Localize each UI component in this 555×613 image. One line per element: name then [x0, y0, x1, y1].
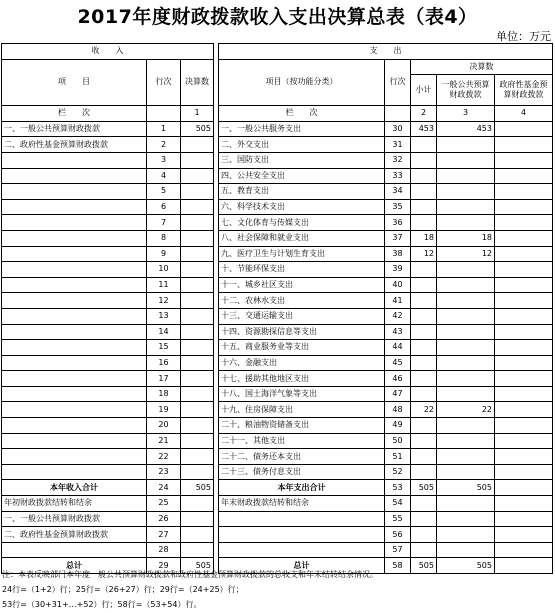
- cell-ln: 28: [147, 542, 181, 558]
- cell-li: 总计: [2, 558, 147, 574]
- table-row: [2, 449, 553, 465]
- cell-r2: [411, 340, 437, 356]
- cell-li: [2, 418, 147, 434]
- unit-label: 单位：万元: [496, 30, 551, 43]
- cell-r2: 505: [411, 558, 437, 574]
- cell-lv: [181, 433, 214, 449]
- cell-r3: [437, 527, 495, 543]
- cell-rn: 33: [385, 168, 411, 184]
- cell-r4: [495, 199, 553, 215]
- cell-lv: [181, 277, 214, 293]
- table-row: [2, 230, 553, 246]
- cell-r4: [495, 230, 553, 246]
- cell-r2: [411, 386, 437, 402]
- cell-ri: 四、公共安全支出: [219, 168, 385, 184]
- cell-ri: 十九、住房保障支出: [219, 402, 385, 418]
- table-row: [2, 496, 553, 512]
- cell-r4: [495, 184, 553, 200]
- cell-li: [2, 215, 147, 231]
- cell-lv: [181, 137, 214, 153]
- cell-r3: 22: [437, 402, 495, 418]
- table-row: [2, 121, 553, 137]
- cell-ri: 六、科学技术支出: [219, 199, 385, 215]
- lanci-right: 栏 次: [219, 106, 385, 122]
- cell-ri: 十七、援助其他地区支出: [219, 371, 385, 387]
- table-row: [2, 137, 553, 153]
- cell-rn: 53: [385, 480, 411, 496]
- cell-ri: 三、国防支出: [219, 152, 385, 168]
- cell-ri: 十三、交通运输支出: [219, 308, 385, 324]
- cell-r3: 18: [437, 230, 495, 246]
- cell-rn: 38: [385, 246, 411, 262]
- cell-r3: [437, 262, 495, 278]
- cell-r2: [411, 542, 437, 558]
- cell-lv: [181, 262, 214, 278]
- cell-ln: 25: [147, 496, 181, 512]
- cell-r4: [495, 355, 553, 371]
- cell-r4: [495, 152, 553, 168]
- cell-r3: [437, 215, 495, 231]
- cell-ln: 14: [147, 324, 181, 340]
- cell-lv: [181, 527, 214, 543]
- table-row: [2, 168, 553, 184]
- cell-r3: 12: [437, 246, 495, 262]
- cell-ri: 十四、资源勘探信息等支出: [219, 324, 385, 340]
- table-row: [2, 433, 553, 449]
- cell-r4: [495, 527, 553, 543]
- table-row: [2, 340, 553, 356]
- cell-r2: [411, 215, 437, 231]
- cell-rn: 51: [385, 449, 411, 465]
- cell-li: [2, 371, 147, 387]
- cell-r4: [495, 558, 553, 574]
- table-row: [2, 199, 553, 215]
- cell-rn: 49: [385, 418, 411, 434]
- lanci-left: 栏 次: [2, 106, 147, 122]
- cell-r2: [411, 277, 437, 293]
- table-row: [2, 542, 553, 558]
- cell-r3: [437, 433, 495, 449]
- col-line: 行次: [147, 59, 181, 106]
- table-row: [2, 480, 553, 496]
- cell-ri: 十八、国土海洋气象等支出: [219, 386, 385, 402]
- cell-ln: 17: [147, 371, 181, 387]
- cell-rn: 56: [385, 527, 411, 543]
- cell-lv: [181, 355, 214, 371]
- cell-li: 一、一般公共预算财政拨款: [2, 121, 147, 137]
- col-func-item: 项目（按功能分类）: [219, 59, 385, 106]
- cell-r2: 453: [411, 121, 437, 137]
- cell-r3: [437, 355, 495, 371]
- cell-rn: 48: [385, 402, 411, 418]
- cell-li: 本年收入合计: [2, 480, 147, 496]
- cell-lv: [181, 293, 214, 309]
- cell-ln: 4: [147, 168, 181, 184]
- cell-lv: [181, 511, 214, 527]
- cell-r2: [411, 137, 437, 153]
- table-row: [2, 511, 553, 527]
- cell-r3: [437, 324, 495, 340]
- cell-r4: [495, 449, 553, 465]
- cell-rn: 40: [385, 277, 411, 293]
- cell-rn: 32: [385, 152, 411, 168]
- cell-r2: [411, 168, 437, 184]
- cell-r4: [495, 542, 553, 558]
- cell-li: [2, 324, 147, 340]
- cell-lv: 505: [181, 121, 214, 137]
- cell-r3: [437, 449, 495, 465]
- cell-r3: [437, 137, 495, 153]
- cell-ln: 8: [147, 230, 181, 246]
- cell-r3: [437, 511, 495, 527]
- cell-r3: [437, 542, 495, 558]
- cell-r3: [437, 199, 495, 215]
- cell-ri: 八、社会保障和就业支出: [219, 230, 385, 246]
- cell-lv: [181, 402, 214, 418]
- table-row: [2, 277, 553, 293]
- cell-ri: 十二、农林水支出: [219, 293, 385, 309]
- cell-li: [2, 464, 147, 480]
- report-title: 2017年度财政拨款收入支出决算总表（表4）: [77, 6, 478, 28]
- cell-li: [2, 449, 147, 465]
- cell-r4: [495, 121, 553, 137]
- col-item: 项 目: [2, 59, 147, 106]
- cell-ln: 5: [147, 184, 181, 200]
- cell-rn: 58: [385, 558, 411, 574]
- lanci-c4: 4: [495, 106, 553, 122]
- cell-r3: [437, 168, 495, 184]
- table-row: [2, 184, 553, 200]
- cell-ln: 23: [147, 464, 181, 480]
- cell-li: [2, 542, 147, 558]
- cell-rn: 42: [385, 308, 411, 324]
- cell-lv: [181, 464, 214, 480]
- cell-r2: [411, 371, 437, 387]
- cell-rn: 54: [385, 496, 411, 512]
- col-line2: 行次: [385, 59, 411, 106]
- cell-r3: [437, 277, 495, 293]
- cell-rn: 44: [385, 340, 411, 356]
- cell-rn: 36: [385, 215, 411, 231]
- col-fund: 政府性基金预算财政拨款: [495, 75, 553, 106]
- cell-ln: 26: [147, 511, 181, 527]
- cell-rn: 41: [385, 293, 411, 309]
- cell-lv: [181, 215, 214, 231]
- cell-lv: [181, 230, 214, 246]
- cell-r4: [495, 215, 553, 231]
- cell-ri: 年末财政拨款结转和结余: [219, 496, 385, 512]
- cell-r3: [437, 496, 495, 512]
- cell-r2: [411, 433, 437, 449]
- cell-li: [2, 402, 147, 418]
- cell-r4: [495, 386, 553, 402]
- col-subtotal: 小计: [411, 75, 437, 106]
- cell-r2: [411, 324, 437, 340]
- cell-ri: 二十三、债务付息支出: [219, 464, 385, 480]
- cell-ln: 2: [147, 137, 181, 153]
- cell-lv: [181, 542, 214, 558]
- cell-r4: [495, 480, 553, 496]
- cell-r3: [437, 340, 495, 356]
- cell-ri: 七、文化体育与传媒支出: [219, 215, 385, 231]
- cell-ln: 29: [147, 558, 181, 574]
- cell-rn: 50: [385, 433, 411, 449]
- cell-r2: [411, 496, 437, 512]
- table-row: [2, 246, 553, 262]
- cell-r2: 505: [411, 480, 437, 496]
- cell-lv: [181, 199, 214, 215]
- cell-lv: [181, 246, 214, 262]
- cell-ln: 24: [147, 480, 181, 496]
- cell-ln: 3: [147, 152, 181, 168]
- cell-ln: 19: [147, 402, 181, 418]
- cell-li: [2, 277, 147, 293]
- cell-ln: 16: [147, 355, 181, 371]
- cell-r2: [411, 527, 437, 543]
- cell-lv: [181, 152, 214, 168]
- income-header: 收 入: [2, 44, 214, 60]
- cell-ri: 二、外交支出: [219, 137, 385, 153]
- cell-lv: [181, 184, 214, 200]
- cell-rn: 57: [385, 542, 411, 558]
- cell-li: [2, 386, 147, 402]
- cell-li: [2, 246, 147, 262]
- cell-r2: 22: [411, 402, 437, 418]
- cell-r3: [437, 152, 495, 168]
- cell-r2: [411, 464, 437, 480]
- cell-lv: [181, 340, 214, 356]
- cell-ln: 9: [147, 246, 181, 262]
- cell-r4: [495, 433, 553, 449]
- cell-li: [2, 230, 147, 246]
- col-budget: 决算数: [181, 59, 214, 106]
- cell-li: [2, 308, 147, 324]
- cell-rn: 46: [385, 371, 411, 387]
- cell-lv: [181, 168, 214, 184]
- table-row: [2, 152, 553, 168]
- cell-ri: 九、医疗卫生与计划生育支出: [219, 246, 385, 262]
- table-row: [2, 355, 553, 371]
- cell-ln: 22: [147, 449, 181, 465]
- cell-rn: 52: [385, 464, 411, 480]
- cell-r2: [411, 184, 437, 200]
- cell-ri: 一、一般公共服务支出: [219, 121, 385, 137]
- cell-r3: [437, 293, 495, 309]
- cell-ln: 27: [147, 527, 181, 543]
- cell-r4: [495, 324, 553, 340]
- cell-r4: [495, 137, 553, 153]
- cell-lv: 505: [181, 558, 214, 574]
- cell-ri: 二十一、其他支出: [219, 433, 385, 449]
- table-row: [2, 418, 553, 434]
- note-line: 注：本表反映部门本年度一般公共预算财政拨款和政府性基金预算财政拨款的总收支和年末结转结余情况。: [2, 570, 378, 579]
- table-row: [2, 527, 553, 543]
- cell-li: [2, 293, 147, 309]
- cell-li: 二、政府性基金预算财政拨款: [2, 527, 147, 543]
- cell-li: [2, 262, 147, 278]
- cell-li: [2, 433, 147, 449]
- cell-r4: [495, 168, 553, 184]
- cell-ln: 21: [147, 433, 181, 449]
- cell-r2: [411, 449, 437, 465]
- table-row: [2, 371, 553, 387]
- cell-r4: [495, 308, 553, 324]
- budget-table: [1, 43, 553, 574]
- cell-lv: [181, 308, 214, 324]
- cell-r3: 453: [437, 121, 495, 137]
- table-row: [2, 215, 553, 231]
- cell-ri: 十一、城乡社区支出: [219, 277, 385, 293]
- col-final: 决算数: [411, 59, 553, 75]
- cell-ln: 13: [147, 308, 181, 324]
- cell-ri: 二十、粮油物资储备支出: [219, 418, 385, 434]
- notes: [2, 567, 378, 612]
- cell-r4: [495, 402, 553, 418]
- cell-ri: 十五、商业服务业等支出: [219, 340, 385, 356]
- cell-rn: 31: [385, 137, 411, 153]
- cell-r3: [437, 184, 495, 200]
- cell-lv: [181, 324, 214, 340]
- cell-r4: [495, 293, 553, 309]
- cell-r3: 505: [437, 480, 495, 496]
- note-line: 53行=（30+31+…+52）行；58行=（53+54）行。: [2, 600, 202, 609]
- cell-ri: 十六、金融支出: [219, 355, 385, 371]
- cell-ln: 12: [147, 293, 181, 309]
- table-row: [2, 293, 553, 309]
- cell-r2: [411, 511, 437, 527]
- cell-li: [2, 199, 147, 215]
- cell-li: [2, 168, 147, 184]
- cell-li: [2, 152, 147, 168]
- cell-ri: 十、节能环保支出: [219, 262, 385, 278]
- cell-lv: [181, 371, 214, 387]
- cell-ln: 6: [147, 199, 181, 215]
- cell-li: 一、一般公共预算财政拨款: [2, 511, 147, 527]
- cell-r3: [437, 464, 495, 480]
- cell-ri: [219, 527, 385, 543]
- lanci-c2: 2: [411, 106, 437, 122]
- expense-header: 支 出: [219, 44, 553, 60]
- cell-rn: 35: [385, 199, 411, 215]
- cell-lv: [181, 449, 214, 465]
- table-row: [2, 386, 553, 402]
- cell-r4: [495, 246, 553, 262]
- cell-ri: [219, 511, 385, 527]
- cell-r4: [495, 464, 553, 480]
- cell-r4: [495, 262, 553, 278]
- cell-r4: [495, 511, 553, 527]
- col-general: 一般公共预算财政拨款: [437, 75, 495, 106]
- cell-rn: 34: [385, 184, 411, 200]
- cell-lv: [181, 496, 214, 512]
- cell-ri: [219, 542, 385, 558]
- cell-ln: 1: [147, 121, 181, 137]
- cell-li: 年初财政拨款结转和结余: [2, 496, 147, 512]
- cell-r3: 505: [437, 558, 495, 574]
- cell-ln: 11: [147, 277, 181, 293]
- cell-rn: 43: [385, 324, 411, 340]
- cell-ri: 本年支出合计: [219, 480, 385, 496]
- cell-li: 二、政府性基金预算财政拨款: [2, 137, 147, 153]
- cell-ln: 18: [147, 386, 181, 402]
- table-row: [2, 464, 553, 480]
- cell-r3: [437, 386, 495, 402]
- cell-r2: 18: [411, 230, 437, 246]
- cell-lv: [181, 418, 214, 434]
- cell-rn: 55: [385, 511, 411, 527]
- cell-rn: 37: [385, 230, 411, 246]
- table-row: [2, 402, 553, 418]
- cell-r2: [411, 308, 437, 324]
- cell-li: [2, 355, 147, 371]
- cell-r4: [495, 277, 553, 293]
- cell-r3: [437, 308, 495, 324]
- note-line: 24行=（1+2）行；25行=（26+27）行；29行=（24+25）行；: [2, 585, 244, 594]
- cell-r3: [437, 418, 495, 434]
- cell-lv: [181, 386, 214, 402]
- cell-r4: [495, 340, 553, 356]
- cell-r4: [495, 496, 553, 512]
- lanci-c3: 3: [437, 106, 495, 122]
- cell-r2: [411, 293, 437, 309]
- table-row: [2, 262, 553, 278]
- lanci-c1: 1: [181, 106, 214, 122]
- cell-r3: [437, 371, 495, 387]
- cell-ri: 总计: [219, 558, 385, 574]
- table-row: [2, 308, 553, 324]
- cell-ln: 7: [147, 215, 181, 231]
- cell-r2: [411, 262, 437, 278]
- cell-r2: [411, 355, 437, 371]
- cell-ln: 15: [147, 340, 181, 356]
- cell-li: [2, 184, 147, 200]
- cell-ln: 20: [147, 418, 181, 434]
- cell-r2: 12: [411, 246, 437, 262]
- cell-ri: 二十二、债务还本支出: [219, 449, 385, 465]
- cell-lv: 505: [181, 480, 214, 496]
- cell-r4: [495, 371, 553, 387]
- cell-rn: 47: [385, 386, 411, 402]
- cell-li: [2, 340, 147, 356]
- cell-rn: 39: [385, 262, 411, 278]
- cell-ri: 五、教育支出: [219, 184, 385, 200]
- table-row: [2, 324, 553, 340]
- cell-r2: [411, 418, 437, 434]
- cell-r4: [495, 418, 553, 434]
- cell-r2: [411, 199, 437, 215]
- cell-rn: 30: [385, 121, 411, 137]
- cell-ln: 10: [147, 262, 181, 278]
- cell-r2: [411, 152, 437, 168]
- cell-rn: 45: [385, 355, 411, 371]
